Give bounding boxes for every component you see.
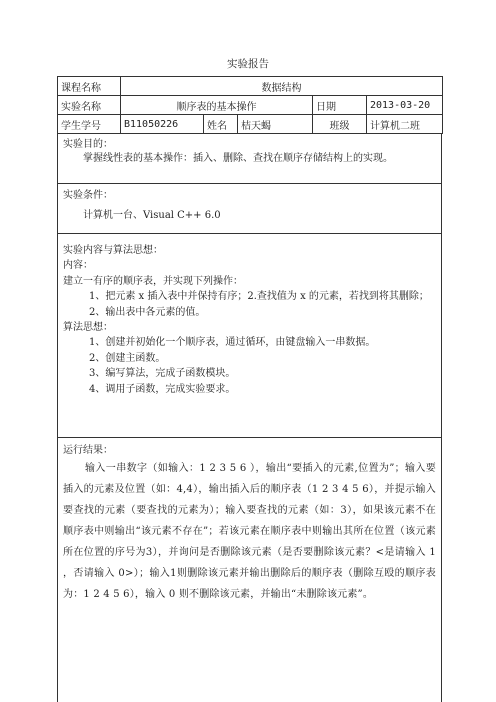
experiment-label: 实验名称 xyxy=(58,96,121,115)
course-row xyxy=(58,77,443,96)
experiment-value: 顺序表的基本操作 xyxy=(121,96,313,115)
purpose-text: 掌握线性表的基本操作：插入、删除、查找在顺序存储结构上的实现。 xyxy=(83,153,393,164)
algo-item-2: 2、创建主函数。 xyxy=(89,352,166,364)
result-section xyxy=(57,438,442,702)
content-label: 内容： xyxy=(63,260,93,272)
purpose-heading: 实验目的： xyxy=(63,139,113,150)
result-heading: 运行结果： xyxy=(63,445,113,456)
date-label: 日期 xyxy=(313,96,367,115)
header-table xyxy=(57,76,443,134)
result-text: 输入一串数字（如输入：1 2 3 5 6 ），输出“要插入的元素,位置为”；输入要插入的元素及位置（如：4,4），输出插入后的顺序表（1 2 3 4 5 6），并提示输入要查找的元素（要查找的元素为）；输入要查找的元素（如：3），如果该元素不在顺序表中则输出“该元素不存在”；若该元素在顺序表中则输出其所在位置（该元素所在位置的序号为3），并询问是否删除该元素（是否要删除该元素？<是请输入 1 ，否请输入 0>）；输入1则删除该元素并输出删除后的顺序表（删除互殴的顺序表为：1 2 4 5 6），输入 0 则不删除该元素，并输出“未删除该元素”。 xyxy=(63,463,436,600)
content-intro: 建立一有序的顺序表，并实现下列操作： xyxy=(63,275,243,287)
name-value: 桔天蝎 xyxy=(238,115,313,134)
content-section xyxy=(57,234,442,438)
content-item-2: 2、输出表中各元素的值。 xyxy=(89,306,206,318)
date-value: 2013-03-20 xyxy=(367,96,443,115)
class-value: 计算机二班 xyxy=(367,115,443,134)
content-heading: 实验内容与算法思想： xyxy=(63,245,163,256)
algo-item-3: 3、编写算法，完成子函数模块。 xyxy=(89,368,236,380)
conditions-text: 计算机一台、Visual C++ 6.0 xyxy=(83,210,221,221)
conditions-section xyxy=(57,184,442,234)
experiment-row xyxy=(58,96,443,115)
content-item-1: 1、把元素 x 插入表中并保持有序；2.查找值为 x 的元素，若找到将其删除； xyxy=(89,291,429,303)
student-row xyxy=(58,115,443,134)
purpose-section xyxy=(57,134,442,184)
algo-item-4: 4、调用子函数，完成实验要求。 xyxy=(89,383,236,395)
conditions-heading: 实验条件： xyxy=(63,190,113,201)
class-label: 班级 xyxy=(313,115,367,134)
algo-item-1: 1、创建并初始化一个顺序表，通过循环，由键盘输入一串数据。 xyxy=(89,337,376,349)
course-label: 课程名称 xyxy=(58,77,121,96)
name-label: 姓名 xyxy=(204,115,238,134)
course-value: 数据结构 xyxy=(121,77,443,96)
algo-label: 算法思想： xyxy=(63,322,113,334)
student-id-value: B11050226 xyxy=(121,115,204,134)
report-title: 实验报告 xyxy=(227,58,269,70)
student-id-label: 学生学号 xyxy=(58,115,121,134)
